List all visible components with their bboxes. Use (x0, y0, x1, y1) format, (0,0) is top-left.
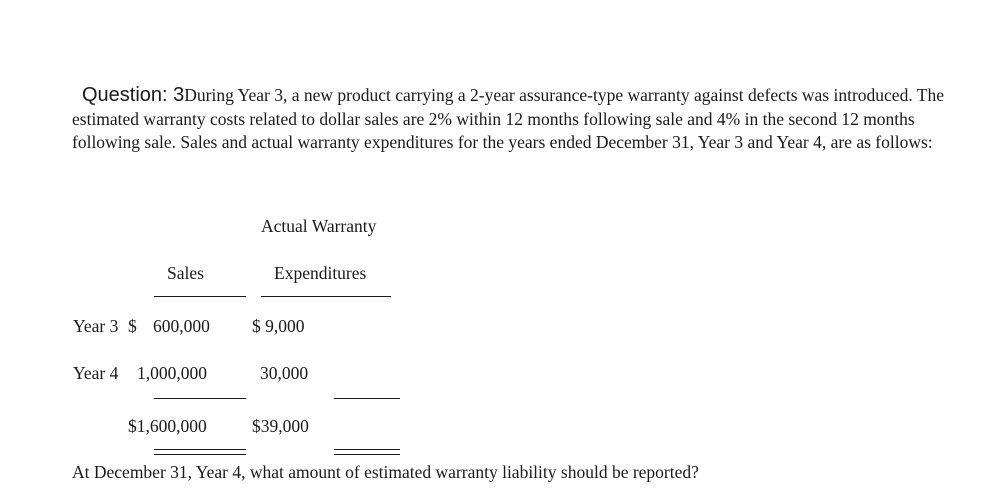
row-year-3-expenditures: $ 9,000 (252, 316, 305, 336)
total-double-underline-extra-1 (334, 449, 400, 450)
subtotal-underline-extra (334, 398, 400, 399)
question-label: Question: 3 (82, 84, 185, 106)
total-double-underline-sales-2 (154, 454, 246, 455)
header-underline-sales (154, 296, 246, 297)
header-actual-warranty: Actual Warranty (261, 216, 377, 236)
total-sales: $1,600,000 (128, 416, 207, 436)
header-expenditures: Expenditures (274, 263, 367, 283)
header-underline-expenditures (261, 296, 391, 297)
total-expenditures: $39,000 (252, 416, 309, 436)
row-year-3-sales: 600,000 (153, 316, 210, 336)
closing-question: At December 31, Year 4, what amount of estimated warranty liability should be reported? (72, 462, 699, 482)
question-text: During Year 3, a new product carrying a 2-year assurance-type warranty against defects was introduced. The estimated warranty costs related to dollar sales are 2% within 12 months following sale and 4% in the second 12 months following sale. Sales and actual warranty expenditures for the years ended December 31, Year 3 and Year 4, are as follows: (72, 85, 944, 152)
row-year-4-sales: 1,000,000 (137, 363, 207, 383)
header-sales: Sales (167, 263, 204, 283)
row-year-4-label: Year 4 (73, 363, 119, 383)
total-double-underline-extra-2 (334, 454, 400, 455)
row-year-4-expenditures: 30,000 (260, 363, 309, 383)
row-year-3-dollar: $ (128, 316, 137, 336)
question-paragraph (72, 84, 982, 155)
row-year-3-label: Year 3 (73, 316, 119, 336)
total-double-underline-sales-1 (154, 449, 246, 450)
subtotal-underline-sales (154, 398, 246, 399)
